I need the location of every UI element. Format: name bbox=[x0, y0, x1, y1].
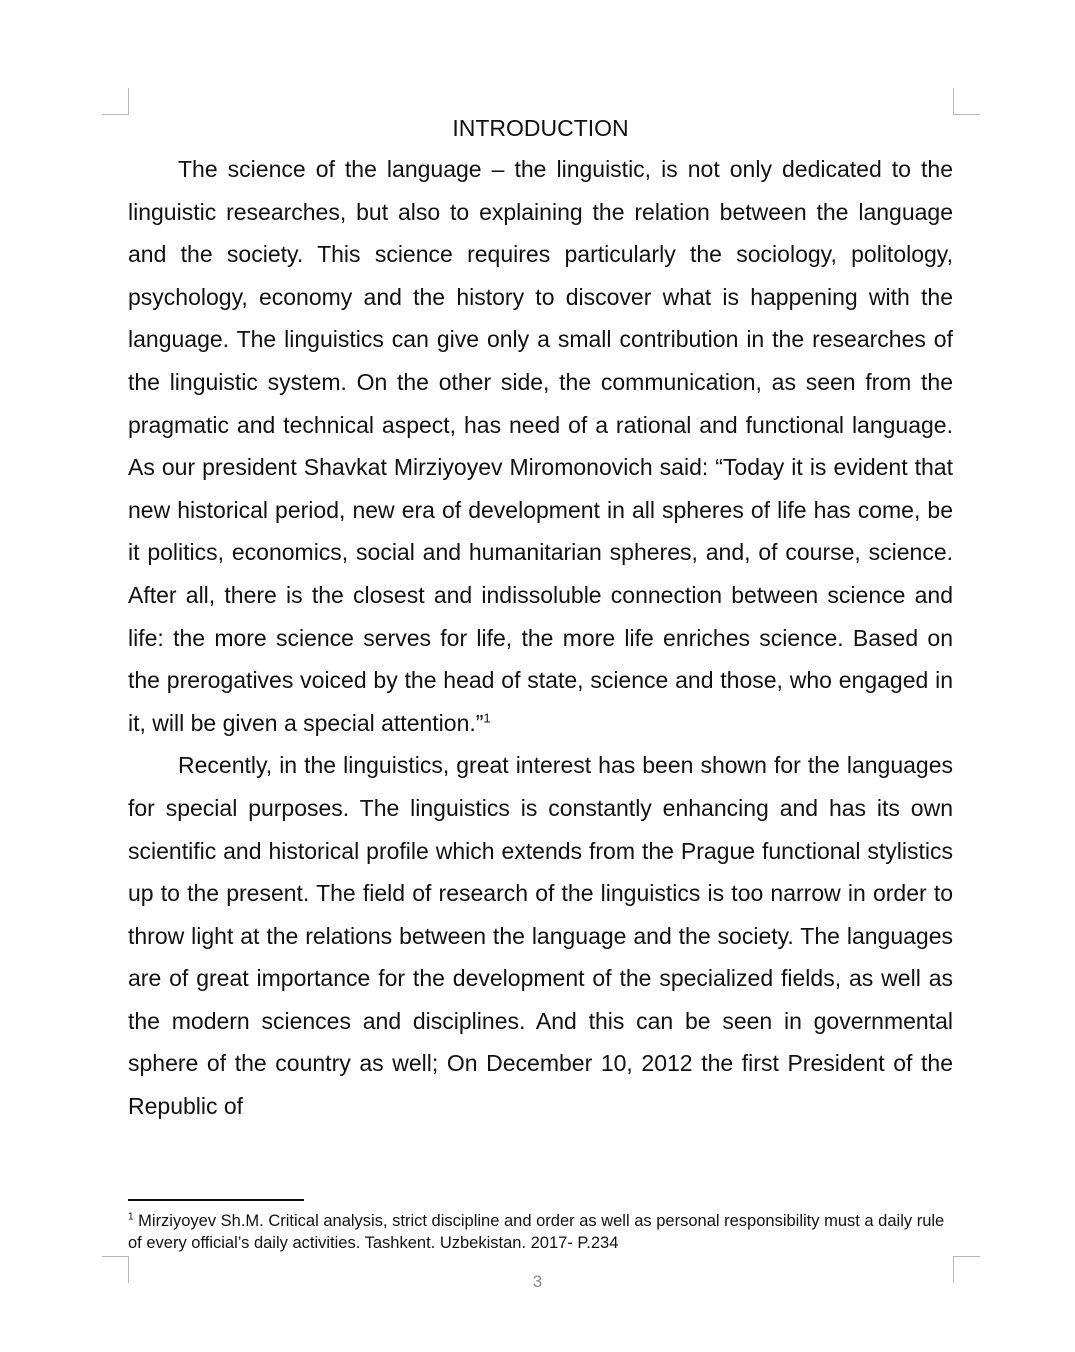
page-body bbox=[128, 108, 953, 1128]
paragraph-intro-text: The science of the language – the linguistic, is not only dedicated to the linguistic researches, but also to explaining the relation between the language and the society. This science requires particularly the sociology, politology, psychology, economy and the history to discover what is happening with the language. The linguistics can give only a small contribution in the researches of the linguistic system. On the other side, the communication, as seen from the pragmatic and technical aspect, has need of a rational and functional language. As our president Shavkat Mirziyoyev Miromonovich said: “Today it is evident that new historical period, new era of development in all spheres of life has come, be it politics, economics, social and humanitarian spheres, and, of course, science. After all, there is the closest and indissoluble connection between science and life: the more science serves for life, the more life enriches science. Based on the prerogatives voiced by the head of state, science and those, who engaged in it, will be given a special attention.” bbox=[128, 156, 953, 736]
footnote-reference[interactable]: 1 bbox=[483, 710, 491, 726]
paragraph-intro bbox=[128, 148, 953, 744]
footnote-text: Mirziyoyev Sh.M. Critical analysis, strict discipline and order as well as personal responsibility must a daily rule of every official’s daily activities. Tashkent. Uzbekistan. 2017- P.234 bbox=[128, 1212, 945, 1252]
footnote bbox=[128, 1210, 953, 1254]
crop-mark-top-right bbox=[953, 88, 980, 115]
footnote-marker: 1 bbox=[128, 1211, 134, 1223]
crop-mark-top-left bbox=[102, 88, 129, 115]
paragraph-recently: Recently, in the linguistics, great interest has been shown for the languages for special purposes. The linguistics is constantly enhancing and has its own scientific and historical profile which extends from the Prague functional stylistics up to the present. The field of research of the linguistics is too narrow in order to throw light at the relations between the language and the society. The languages are of great importance for the development of the specialized fields, as well as the modern sciences and disciplines. And this can be seen in governmental sphere of the country as well; On December 10, 2012 the first President of the Republic of bbox=[128, 752, 953, 1120]
page-number: 3 bbox=[532, 1272, 543, 1291]
footnote-separator bbox=[128, 1199, 304, 1201]
page-title: INTRODUCTION bbox=[452, 115, 629, 141]
